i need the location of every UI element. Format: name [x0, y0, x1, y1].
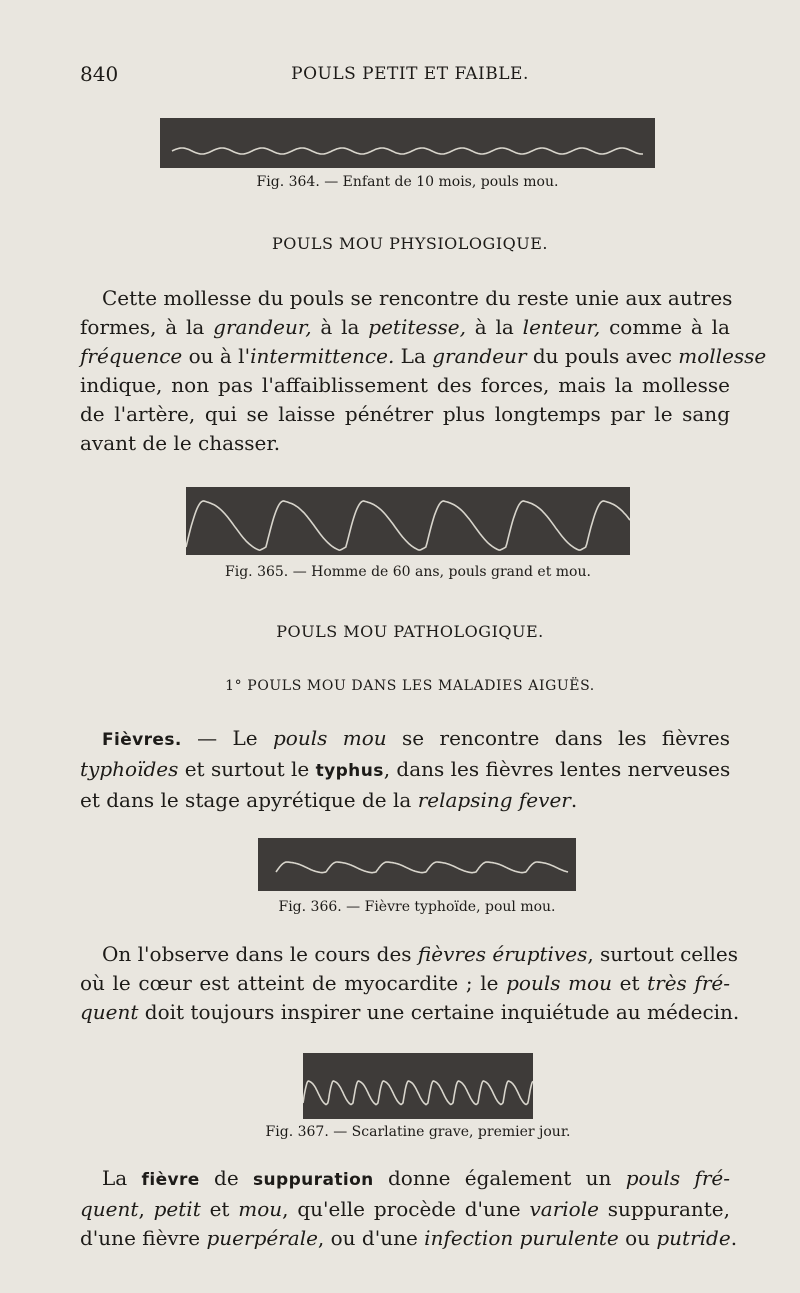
figure-365-caption: Fig. 365. — Homme de 60 ans, pouls grand et mou.: [225, 564, 591, 580]
text-line: où le cœur est atteint de myocardite ; le pouls mou et très fré-: [80, 971, 730, 995]
figure-364-tracing: [160, 118, 655, 168]
page-header: [80, 62, 740, 92]
subsection-title-acute: 1° POULS MOU DANS LES MALADIES AIGUËS.: [225, 678, 595, 694]
pulse-waveform: [258, 838, 576, 891]
paragraph-fevers: [80, 724, 730, 815]
figure-366-tracing: [258, 838, 576, 891]
pulse-waveform: [303, 1053, 533, 1119]
paragraph-physiological: [80, 284, 767, 458]
page-number: 840: [80, 62, 119, 86]
text-line: de l'artère, qui se laisse pénétrer plus longtemps par le sang: [80, 402, 730, 426]
pulse-waveform: [186, 487, 630, 555]
figure-367-tracing: [303, 1053, 533, 1119]
section-title-pathological: POULS MOU PATHOLOGIQUE.: [276, 622, 544, 641]
text-line: On l'observe dans le cours des fièvres éruptives, surtout celles: [102, 942, 739, 966]
text-line: fréquence ou à l'intermittence. La grandeur du pouls avec mollesse: [80, 344, 767, 368]
text-line: Cette mollesse du pouls se rencontre du reste unie aux autres: [102, 286, 733, 310]
text-line: quent, petit et mou, qu'elle procède d'une variole suppurante,: [80, 1197, 730, 1221]
text-line: typhoïdes et surtout le typhus, dans les fièvres lentes nerveuses: [80, 757, 731, 781]
text-line: indique, non pas l'affaiblissement des forces, mais la mollesse: [80, 373, 730, 397]
text-line: d'une fièvre puerpérale, ou d'une infection purulente ou putride.: [80, 1226, 738, 1250]
running-title: POULS PETIT ET FAIBLE.: [291, 64, 529, 84]
figure-364-caption: Fig. 364. — Enfant de 10 mois, pouls mou.: [256, 174, 559, 190]
text-line: La fièvre de suppuration donne également un pouls fré-: [102, 1166, 730, 1190]
figure-366-caption: Fig. 366. — Fièvre typhoïde, poul mou.: [278, 899, 556, 915]
paragraph-eruptive-fevers: [80, 940, 740, 1027]
text-line: et dans le stage apyrétique de la relapsing fever.: [80, 788, 578, 812]
pulse-waveform: [160, 118, 655, 168]
paragraph-suppuration: [80, 1164, 738, 1253]
figure-367-caption: Fig. 367. — Scarlatine grave, premier jour.: [265, 1124, 571, 1140]
section-title-physiological: POULS MOU PHYSIOLOGIQUE.: [272, 234, 548, 253]
text-line: quent doit toujours inspirer une certaine inquiétude au médecin.: [80, 1000, 740, 1024]
text-line: formes, à la grandeur, à la petitesse, à la lenteur, comme à la: [80, 315, 730, 339]
text-line: avant de le chasser.: [80, 431, 281, 455]
text-line: Fièvres. — Le pouls mou se rencontre dans les fièvres: [102, 726, 730, 750]
figure-365-tracing: [186, 487, 630, 555]
